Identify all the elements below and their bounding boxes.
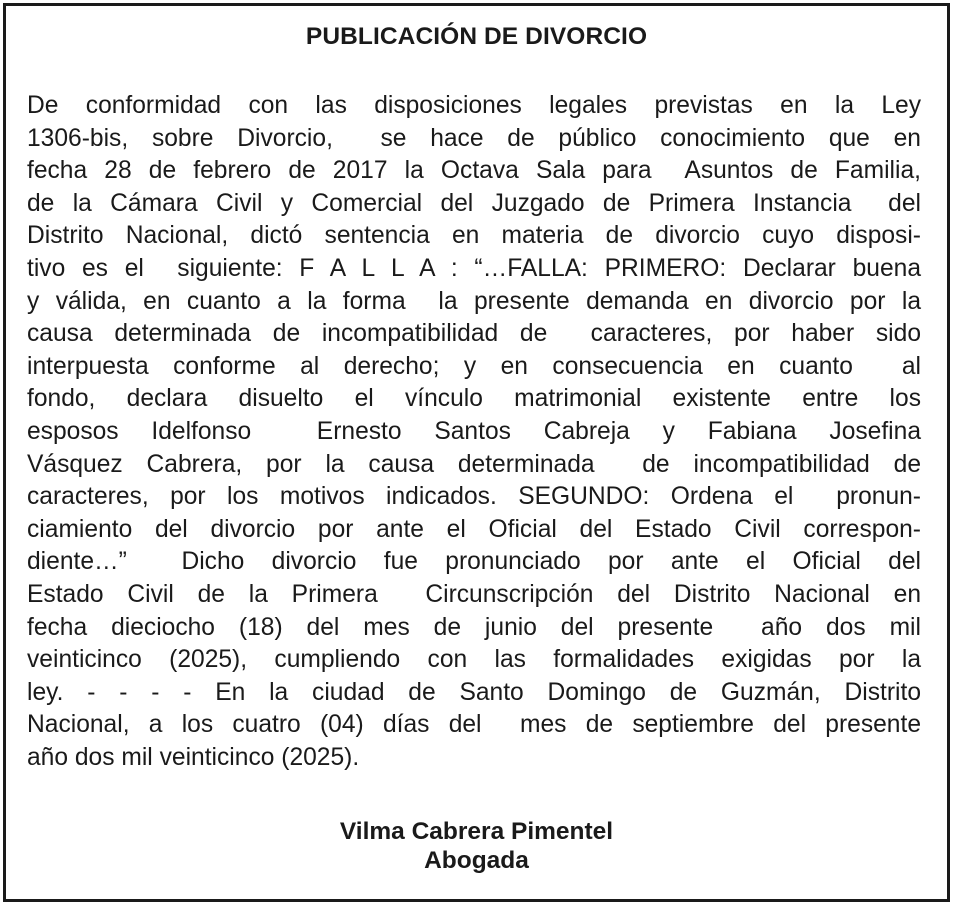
body-line: fondo, declara disuelto el vínculo matrimonial existente entre los [27,385,921,413]
body-line: y válida, en cuanto a la forma la presente demanda en divorcio por la [27,287,921,315]
body-line: de la Cámara Civil y Comercial del Juzgado de Primera Instancia del [27,189,921,217]
body-line: interpuesta conforme al derecho; y en consecuencia en cuanto al [27,352,921,380]
signature-block [6,817,947,875]
notice-title: PUBLICACIÓN DE DIVORCIO [305,23,648,50]
body-line: De conformidad con las disposiciones legales previstas en la Ley [27,92,921,119]
notice-frame [3,3,950,902]
body-line: ciamiento del divorcio por ante el Oficial del Estado Civil correspon- [27,515,921,543]
body-line: Estado Civil de la Primera Circunscripción del Distrito Nacional en [27,580,921,608]
body-line: tivo es el siguiente: F A L L A : “…FALLA: PRIMERO: Declarar buena [27,254,921,282]
signer-role: Abogada [424,847,529,874]
notice-body [27,90,921,774]
body-line: esposos Idelfonso Ernesto Santos Cabreja y Fabiana Josefina [27,417,921,445]
body-line: diente…” Dicho divorcio fue pronunciado por ante el Oficial del [27,548,921,576]
body-line: fecha dieciocho (18) del mes de junio del presente año dos mil [27,613,921,641]
body-line: Vásquez Cabrera, por la causa determinada de incompatibilidad de [27,450,921,478]
body-line: causa determinada de incompatibilidad de caracteres, por haber sido [27,320,921,348]
body-line: ley. - - - - En la ciudad de Santo Domingo de Guzmán, Distrito [27,678,921,706]
body-line: Distrito Nacional, dictó sentencia en materia de divorcio cuyo disposi- [27,222,921,250]
body-line: caracteres, por los motivos indicados. SEGUNDO: Ordena el pronun- [27,483,921,511]
body-line: 1306-bis, sobre Divorcio, se hace de público conocimiento que en [27,124,921,152]
body-line: veinticinco (2025), cumpliendo con las formalidades exigidas por la [27,646,921,674]
body-line: Nacional, a los cuatro (04) días del mes de septiembre del presente [27,711,921,739]
signer-name: Vilma Cabrera Pimentel [339,818,614,845]
body-line-last: año dos mil veinticinco (2025). [27,743,360,771]
body-line: fecha 28 de febrero de 2017 la Octava Sala para Asuntos de Familia, [27,157,921,185]
